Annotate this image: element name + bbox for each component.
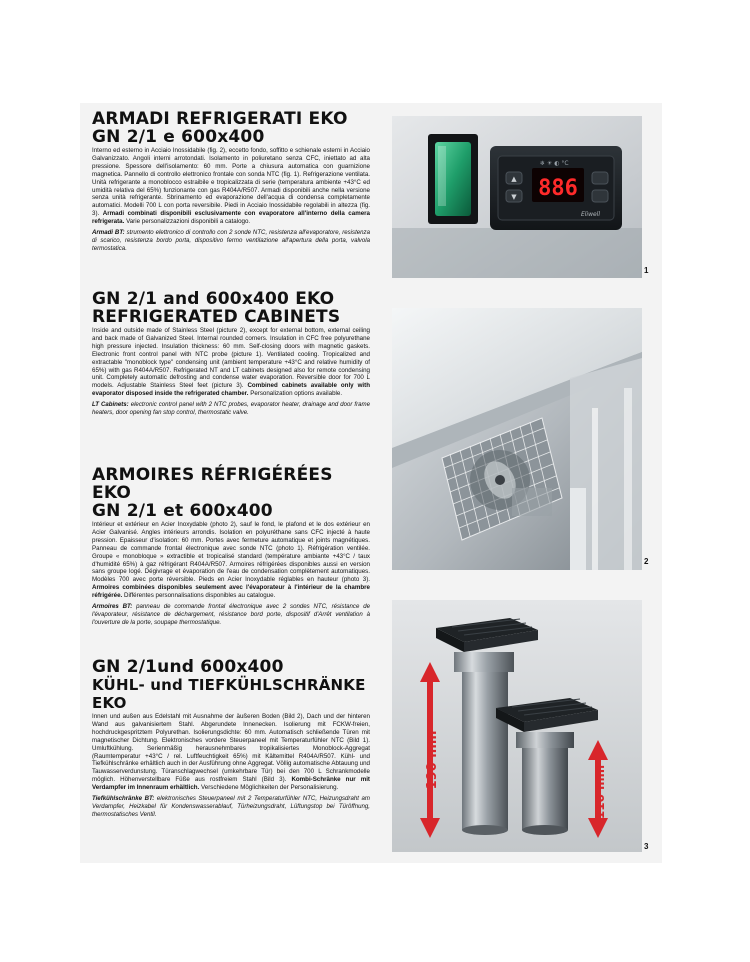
- body-tail: Verschiedene Möglichkeiten der Personalisierung.: [201, 784, 339, 792]
- body-bold: Combined cabinets available only with evaporator disposed inside the refrigerated chamber.: [92, 382, 370, 398]
- note-text: strumento elettronico di controllo con 2 sonde NTC, resistenza all'evaporatore, resistenza di scarico, resistenza bordo porta, dispositivo fermo ventilazione all'apertura della porta, valvola termostatica.: [92, 229, 370, 252]
- section-german: [92, 658, 370, 819]
- section-note: [92, 603, 370, 627]
- evaporator-illustration: [392, 308, 642, 570]
- title-line1: ARMADI REFRIGERATI EKO: [92, 109, 348, 129]
- photo-number: 3: [644, 842, 649, 851]
- section-title: [92, 110, 370, 146]
- section-english: [92, 290, 370, 466]
- section-body: [92, 521, 370, 600]
- control-panel-illustration: [392, 116, 642, 278]
- body-bold: Armoires combinées disponibles seulement avec l'évaporateur à l'intérieur de la chambre réfrigérée.: [92, 584, 370, 600]
- brand-logo: Eliwell: [580, 211, 600, 218]
- section-title: [92, 466, 370, 520]
- body-text: Intérieur et extérieur en Acier Inoxydable (photo 2), sauf le fond, le plafond et le dos extérieur en Acier Galvanisé. Angles intérieurs arrondis. Isolation en polyuréthane sans CFC injecté à haute pression. Epaisseur d'isolation: 60 mm. Portes avec fermeture automatique et joints magnétiques. Panneau de commande frontal électronique avec sonde NTC (photo 1). Réfrigération ventilée. Groupe « monobloque » extractible et tropicalisé standard (température ambiante +43°C / taux d'humidité 65%) à gaz réfrigérant R404A/R507. Armoires réfrigérées disponibles aussi en version sans groupe logé. Dégivrage et évaporation de l'eau de condensation complètement automatiques. Modèles 700 avec porte réversible. Pieds en Acier Inoxydable réglables en hauteur (photo 3).: [92, 521, 370, 584]
- body-text: Inside and outside made of Stainless Steel (picture 2), except for external bottom, external ceiling and back made of Galvanized Steel. Internal rounded corners. Insulation in CFC free polyurethane high pressure injected. Insulation thickness: 60 mm. Self-closing doors with magnetic gaskets. Electronic front control panel with NTC probe (picture 1). Ventilated cooling. Tropicalized and extractable "monoblock type" condensing unit (ambient temperature +43°C and relative humidity of 65%) with gas R404A/R507. Refrigerated NT and LT cabinets designed also for remote condensing unit. Completely automatic defrosting and condense water evaporation. Reversible door for 700 L models. Adjustable Stainless Steel feet (picture 3).: [92, 327, 370, 390]
- dimension-label-190: 190 mm: [425, 730, 440, 790]
- note-label: Tiefkühlschränke BT:: [92, 795, 155, 803]
- note-text: elektronisches Steuerpaneel mit 2 Temperaturfühler NTC, Heizungsdraht am Verdampfer, Heizkabel für Kondenswasserablauf, Türheizungsdraht, Lüftungstop bei Türöffnung, thermostatisches Ventil.: [92, 795, 370, 818]
- section-french: [92, 466, 370, 658]
- section-italian: [92, 110, 370, 290]
- photo-control-panel: [392, 116, 642, 278]
- body-text: Interno ed esterno in Acciaio Inossidabile (fig. 2), eccetto fondo, soffitto e schienale esterni in Acciaio Galvanizzato. Angoli interni arrotondati. Isolamento in poliuretano senza CFC, iniettato ad alta pressione. Spessore dell'isolamento: 60 mm. Porte a chiusura automatica con guarnizione magnetica. Pannello di controllo elettronico frontale con sonda NTC (fig. 1). Refrigerazione ventilata. Unità refrigerante a monoblocco estraibile e tropicalizzata di serie (temperatura ambiente +43°C ed umidità relativa del 65%) funzionante con gas R404A/R507. Armadi disponibili anche nella versione senza unità refrigerante. Sbrinamento ed evaporazione dell'acqua di condensa completamente automatici. Modelli 700 L con porta reversibile. Piedi in Acciaio Inossidabile regolabili in altezza (fig. 3).: [92, 147, 370, 218]
- section-body: [92, 713, 370, 792]
- status-icons: ❄ ☀ ◐ °C: [540, 160, 569, 167]
- note-text: panneau de commande frontal électronique avec 2 sondes NTC, résistance de l'évaporateur, résistance de déchargement, résistance bord porte, dispositif d'Arrêt ventilation à l'ouverture de la porte, soupape thermostatique.: [92, 603, 370, 626]
- body-bold: Kombi-Schränke nur mit Verdampfer im Innenraum erhältlich.: [92, 776, 370, 792]
- body-tail: Personalization options available.: [250, 390, 343, 398]
- section-note: [92, 229, 370, 253]
- text-column: [92, 110, 370, 819]
- body-tail: Varie personalizzazioni disponibili a catalogo.: [126, 218, 251, 226]
- photo-number: 2: [644, 557, 649, 566]
- body-text: Innen und außen aus Edelstahl mit Ausnahme der äußeren Boden (Bild 2), Dach und der hinteren Wand aus galvanisiertem Stahl. Abgerundete Innenecken. Isolierung mit FCKW-freien, hochdruckgespritztem Polyurethan. Isolierungsdichte: 60 mm. Automatisch schließende Türen mit magnetischer Dichtung. Elektronisches vordere Steuerpaneel mit Temperaturfühler NTC (Bild 1). Umluftkühlung. Serienmäßig herausnehmbares tropikalisiertes Monoblock-Aggregat (Raumtemperatur +43°C / rel. Luftfeuchtigkeit 65%) mit Kältemittel R404A/R507. Kühl- und Tiefkühlschränke erhältlich auch in der Ausführung ohne Aggregat. Völlig automatische Abtauung und Tauwasserverdunstung. Türanschlagwechsel (umkehrbare Tür) bei den 700 L Schrankmodelle möglich. Höhenverstellbare Füße aus rostfreiem Stahl (Bild 3).: [92, 713, 370, 784]
- title-line1: ARMOIRES RÉFRIGÉRÉES EKO: [92, 465, 333, 503]
- section-note: [92, 401, 370, 417]
- title-line2: GN 2/1 et 600x400: [92, 501, 273, 521]
- photo-adjustable-feet: [392, 600, 642, 852]
- up-arrow-icon: ▲: [511, 175, 517, 183]
- title-line2: REFRIGERATED CABINETS: [92, 307, 341, 327]
- note-label: Armadi BT:: [92, 229, 125, 237]
- title-line1: GN 2/1und 600x400: [92, 657, 284, 677]
- body-bold: Armadi combinati disponibili esclusivamente con evaporatore all'interno della camera refrigerata.: [92, 210, 370, 226]
- body-tail: Différentes personnalisations disponibles au catalogue.: [124, 592, 276, 600]
- section-body: [92, 327, 370, 398]
- note-label: Armoires BT:: [92, 603, 133, 611]
- section-note: [92, 795, 370, 819]
- feet-illustration: [392, 600, 642, 852]
- note-label: LT Cabinets:: [92, 401, 129, 409]
- photo-evaporator-fan: [392, 308, 642, 570]
- down-arrow-icon: ▼: [511, 193, 517, 201]
- photo-number: 1: [644, 266, 649, 275]
- display-readout: 886: [538, 176, 578, 201]
- dimension-label-110: 110 mm: [593, 764, 607, 820]
- section-title: [92, 658, 370, 712]
- title-line2: GN 2/1 e 600x400: [92, 127, 265, 147]
- title-line2: KÜHL- und TIEFKÜHLSCHRÄNKE EKO: [92, 676, 366, 712]
- note-text: electronic control panel with 2 NTC probes, evaporator heater, drainage and door frame heaters, door opening fan stop control, thermostatic valve.: [92, 401, 370, 417]
- title-line1: GN 2/1 and 600x400 EKO: [92, 289, 335, 309]
- section-body: [92, 147, 370, 226]
- section-title: [92, 290, 370, 326]
